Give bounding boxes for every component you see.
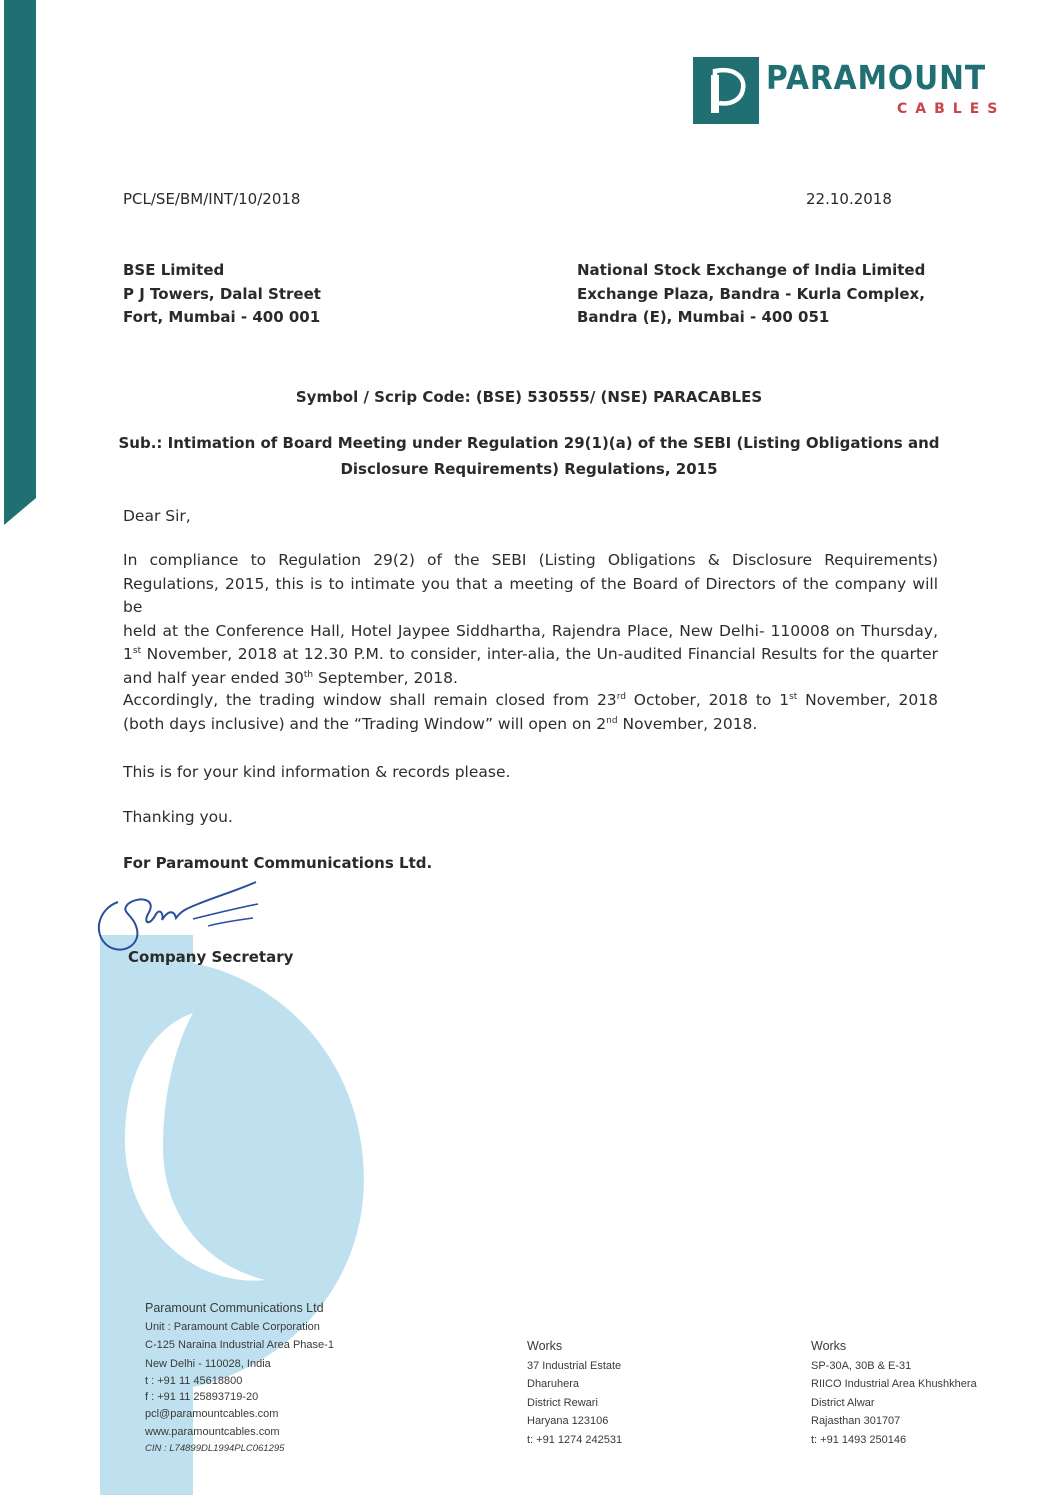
scrip-code: Symbol / Scrip Code: (BSE) 530555/ (NSE) PARACABLES [295,388,763,406]
paragraph-line: (both days inclusive) and the “Trading Window” will open on 2nd November, 2018. [123,714,758,733]
logo-p-icon [693,57,759,124]
footer-line: f : +91 11 25893719-20 [145,1391,259,1403]
designation: Company Secretary [128,948,294,966]
closing: Thanking you. [123,808,233,826]
addressee-bse-line: BSE Limited [123,261,225,279]
footer-line: t: +91 1493 250146 [811,1433,907,1446]
paragraph-line: Regulations, 2015, this is to intimate you that a meeting of the Board of Directors of the company will be [123,574,938,616]
reference-number: PCL/SE/BM/INT/10/2018 [123,190,301,208]
logo-brand-name: PARAMOUNT [766,58,987,97]
footer-line: C-125 Naraina Industrial Area Phase-1 [145,1339,334,1351]
footer-line: SP-30A, 30B & E-31 [811,1359,912,1372]
addressee-nse [577,259,925,330]
footer-line: t : +91 11 45618800 [145,1375,243,1387]
footer-line: Dharuhera [527,1378,579,1390]
footer-line: Works [527,1339,563,1353]
footer-line: RIICO Industrial Area Khushkhera [811,1378,977,1390]
footer-line: CIN : L74899DL1994PLC061295 [145,1442,285,1454]
addressee-bse-line: P J Towers, Dalal Street [123,284,321,303]
footer-line: 37 Industrial Estate [527,1359,622,1372]
footer-works-1 [527,1337,622,1449]
addressee-nse-line: National Stock Exchange of India Limited [577,261,926,279]
paragraph-line: and half year ended 30th September, 2018. [123,668,458,687]
salutation: Dear Sir, [123,507,191,525]
addressee-bse-line: Fort, Mumbai - 400 001 [123,308,321,326]
footer-line: Unit : Paramount Cable Corporation [145,1320,320,1333]
for-company: For Paramount Communications Ltd. [123,854,433,872]
footer-line: t: +91 1274 242531 [527,1433,623,1446]
footer-works-2 [811,1337,977,1449]
paragraph-1 [123,549,938,690]
footer-line: District Alwar [811,1396,875,1409]
footer-line: pcl@paramountcables.com [145,1408,279,1420]
footer-office [145,1299,334,1458]
paragraph-3: This is for your kind information & records please. [123,763,511,781]
paragraph-2 [123,689,938,736]
addressee-nse-line: Exchange Plaza, Bandra - Kurla Complex, [577,284,925,303]
footer-line: Haryana 123106 [527,1415,609,1427]
paragraph-line: Accordingly, the trading window shall remain closed from 23rd October, 2018 to 1st November, 2018 [123,691,938,709]
footer-line: District Rewari [527,1396,598,1409]
footer-line: Rajasthan 301707 [811,1415,901,1427]
addressee-nse-line: Bandra (E), Mumbai - 400 051 [577,308,830,326]
footer-line: Paramount Communications Ltd [145,1301,324,1315]
footer-line: Works [811,1339,847,1353]
footer-line: New Delhi - 110028, India [145,1357,271,1370]
paragraph-line: 1st November, 2018 at 12.30 P.M. to consider, inter-alia, the Un-audited Financial Results for the quarter [123,645,938,663]
letter-date: 22.10.2018 [806,190,892,208]
subject-line-2: Disclosure Requirements) Regulations, 2015 [340,460,718,478]
paragraph-line: held at the Conference Hall, Hotel Jaypee Siddhartha, Rajendra Place, New Delhi- 110008 on Thursday, [123,621,938,640]
addressee-bse [123,259,321,330]
logo-brand-sub: CABLES [897,101,1006,117]
company-logo [693,57,1023,127]
paragraph-line: In compliance to Regulation 29(2) of the SEBI (Listing Obligations & Disclosure Requirements) [123,551,938,569]
subject-line-1: Sub.: Intimation of Board Meeting under Regulation 29(1)(a) of the SEBI (Listing Obligations and [118,434,940,452]
footer-line: www.paramountcables.com [145,1425,280,1438]
